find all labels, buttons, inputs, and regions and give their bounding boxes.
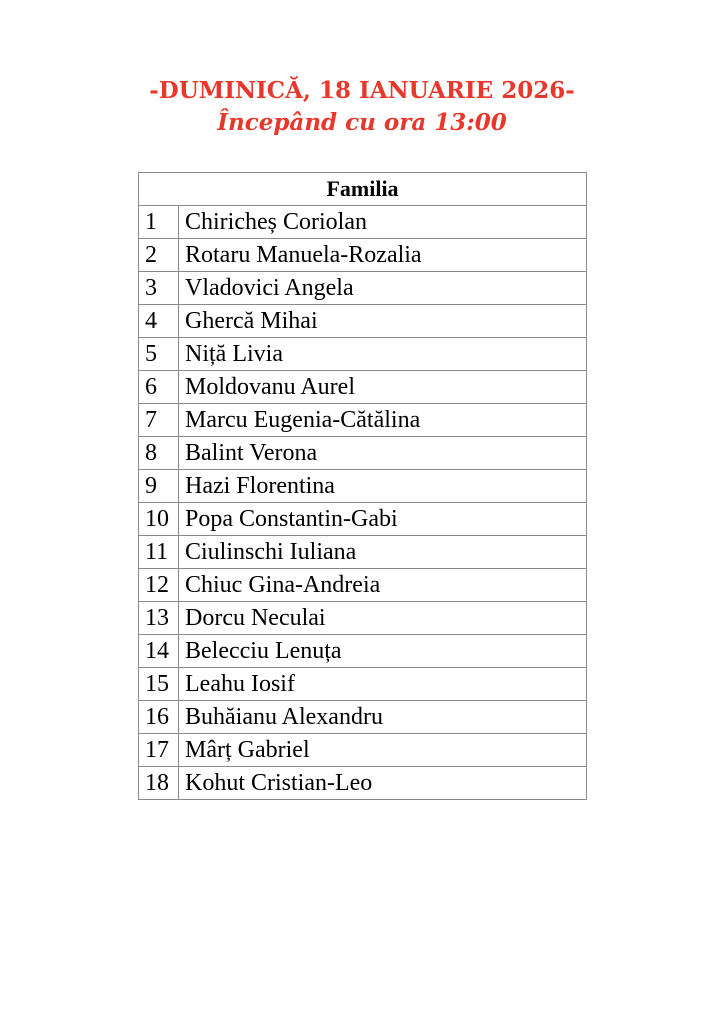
row-number: 2 [139,239,179,272]
row-number: 18 [139,767,179,800]
family-name: Niță Livia [179,338,587,371]
family-name: Chiricheș Coriolan [179,206,587,239]
table-row [139,470,587,503]
table-row [139,767,587,800]
family-name: Buhăianu Alexandru [179,701,587,734]
family-table [138,172,587,800]
heading-time: Începând cu ora 13:00 [217,109,507,136]
row-number: 14 [139,635,179,668]
family-name: Ghercă Mihai [179,305,587,338]
table-row [139,338,587,371]
table-row [139,437,587,470]
family-name: Balint Verona [179,437,587,470]
family-name: Kohut Cristian-Leo [179,767,587,800]
table-row [139,734,587,767]
family-name: Hazi Florentina [179,470,587,503]
table-row [139,305,587,338]
row-number: 10 [139,503,179,536]
family-name: Moldovanu Aurel [179,371,587,404]
row-number: 1 [139,206,179,239]
family-name: Mârț Gabriel [179,734,587,767]
table-row [139,569,587,602]
family-name: Dorcu Neculai [179,602,587,635]
row-number: 13 [139,602,179,635]
heading-date: -DUMINICĂ, 18 IANUARIE 2026- [149,77,575,104]
table-row [139,503,587,536]
row-number: 7 [139,404,179,437]
table-row [139,536,587,569]
family-name: Marcu Eugenia-Cătălina [179,404,587,437]
table-row [139,371,587,404]
row-number: 15 [139,668,179,701]
table-row [139,602,587,635]
table-row [139,668,587,701]
table-row [139,635,587,668]
row-number: 5 [139,338,179,371]
table-row [139,206,587,239]
table-body [139,206,587,800]
family-name: Vladovici Angela [179,272,587,305]
row-number: 9 [139,470,179,503]
row-number: 11 [139,536,179,569]
family-name: Rotaru Manuela-Rozalia [179,239,587,272]
family-name: Popa Constantin-Gabi [179,503,587,536]
family-name: Ciulinschi Iuliana [179,536,587,569]
family-name: Leahu Iosif [179,668,587,701]
row-number: 16 [139,701,179,734]
table-row [139,404,587,437]
row-number: 8 [139,437,179,470]
table-header-row [139,173,587,206]
family-name: Belecciu Lenuța [179,635,587,668]
table-row [139,239,587,272]
row-number: 6 [139,371,179,404]
table-header-familia: Familia [139,173,587,206]
family-name: Chiuc Gina-Andreia [179,569,587,602]
row-number: 12 [139,569,179,602]
table-row [139,272,587,305]
row-number: 4 [139,305,179,338]
row-number: 3 [139,272,179,305]
table-row [139,701,587,734]
row-number: 17 [139,734,179,767]
